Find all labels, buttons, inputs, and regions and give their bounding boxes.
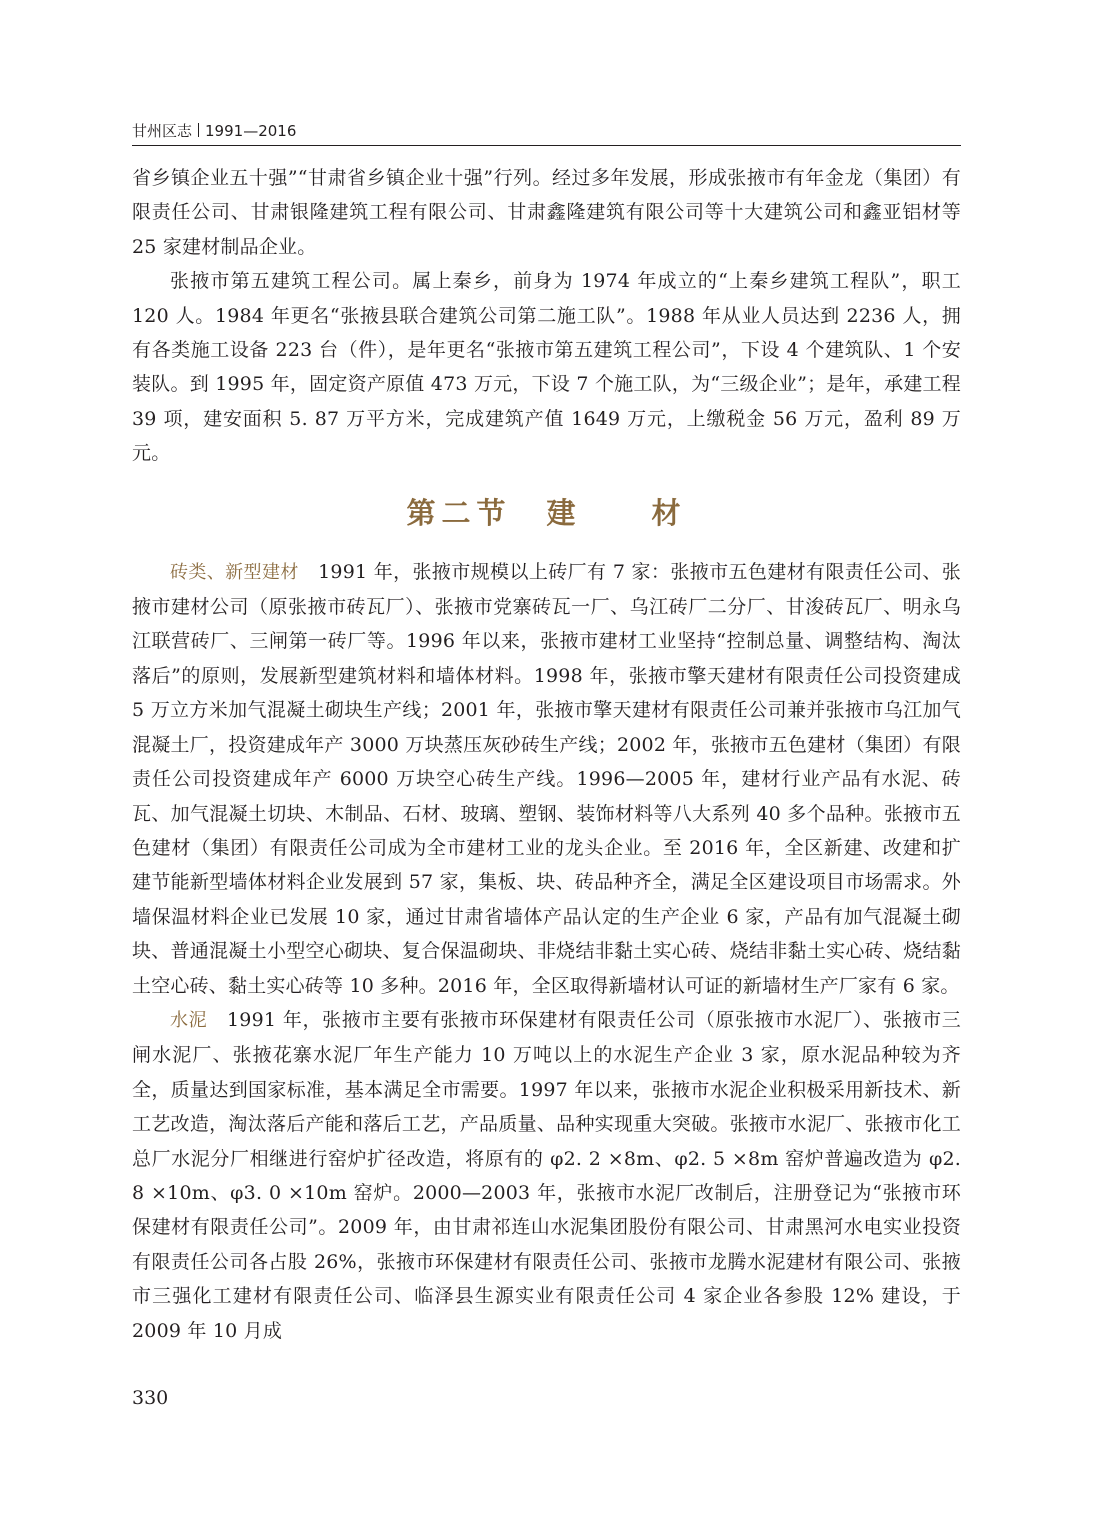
page-body <box>132 161 961 1348</box>
intro-paragraph: 省乡镇企业五十强”“甘肃省乡镇企业十强”行列。经过多年发展，形成张掖市有年金龙（集团）有限责任公司、甘肃银隆建筑工程有限公司、甘肃鑫隆建筑有限公司等十大建筑公司和鑫亚铝材等 25 家建材制品企业。 <box>132 167 961 258</box>
bricks-text: 1991 年，张掖市规模以上砖厂有 7 家：张掖市五色建材有限责任公司、张掖市建材公司（原张掖市砖瓦厂）、张掖市党寨砖瓦一厂、乌江砖厂二分厂、甘浚砖瓦厂、明永乌江联营砖厂、三闸第一砖厂等。1996 年以来，张掖市建材工业坚持“控制总量、调整结构、淘汰落后”的原则，发展新型建筑材料和墙体材料。1998 年，张掖市擎天建材有限责任公司投资建成 5 万立方米加气混凝土砌块生产线；2001 年，张掖市擎天建材有限责任公司兼并张掖市乌江加气混凝土厂，投资建成年产 3000 万块蒸压灰砂砖生产线；2002 年，张掖市五色建材（集团）有限责任公司投资建成年产 6000 万块空心砖生产线。1996—2005 年，建材行业产品有水泥、砖瓦、加气混凝土切块、木制品、石材、玻璃、塑钢、装饰材料等八大系列 40 多个品种。张掖市五色建材（集团）有限责任公司成为全市建材工业的龙头企业。至 2016 年，全区新建、改建和扩建节能新型墙体材料企业发展到 57 家，集板、块、砖品种齐全，满足全区建设项目市场需求。外墙保温材料企业已发展 10 家，通过甘肃省墙体产品认定的生产企业 6 家，产品有加气混凝土砌块、普通混凝土小型空心砌块、复合保温砌块、非烧结非黏土实心砖、烧结非黏土实心砖、烧结黏土空心砖、黏土实心砖等 10 多种。2016 年，全区取得新墙材认可证的新墙材生产厂家有 6 家。 <box>132 560 961 997</box>
cement-lead: 水泥 <box>170 1009 208 1031</box>
header-years: 1991—2016 <box>205 122 297 140</box>
header-rule <box>132 145 961 146</box>
fifth-company-paragraph: 张掖市第五建筑工程公司。属上秦乡，前身为 1974 年成立的“上秦乡建筑工程队”，职工 120 人。1984 年更名“张掖县联合建筑公司第二施工队”。1988 年从业人员达到 2236 人，拥有各类施工设备 223 台（件），是年更名“张掖市第五建筑工程公司”，下设 4 个建筑队、1 个安装队。到 1995 年，固定资产原值 473 万元，下设 7 个施工队，为“三级企业”；是年，承建工程 39 项，建安面积 5. 87 万平方米，完成建筑产值 1649 万元，上缴税金 56 万元，盈利 89 万元。 <box>132 270 961 465</box>
header-book-title: 甘州区志 <box>132 122 193 140</box>
header-separator <box>198 123 199 137</box>
cement-text: 1991 年，张掖市主要有张掖市环保建材有限责任公司（原张掖市水泥厂）、张掖市三闸水泥厂、张掖花寨水泥厂年生产能力 10 万吨以上的水泥生产企业 3 家，原水泥品种较为齐全，质量达到国家标准，基本满足全市需要。1997 年以来，张掖市水泥企业积极采用新技术、新工艺改造，淘汰落后产能和落后工艺，产品质量、品种实现重大突破。张掖市水泥厂、张掖市化工总厂水泥分厂相继进行窑炉扩径改造，将原有的 φ2. 2 ×8m、φ2. 5 ×8m 窑炉普遍改造为 φ2. 8 ×10m、φ3. 0 ×10m 窑炉。2000—2003 年，张掖市水泥厂改制后，注册登记为“张掖市环保建材有限责任公司”。2009 年，由甘肃祁连山水泥集团股份有限公司、甘肃黑河水电实业投资有限责任公司各占股 26%，张掖市环保建材有限责任公司、张掖市龙腾水泥建材有限公司、张掖市三强化工建材有限责任公司、临泽县生源实业有限责任公司 4 家企业各参股 12% 建设，于 2009 年 10 月成 <box>132 1008 961 1342</box>
running-header <box>132 120 961 144</box>
page-number: 330 <box>132 1387 169 1409</box>
bricks-paragraph <box>132 555 961 1003</box>
section-title: 第二节 建 材 <box>406 495 687 530</box>
bricks-lead: 砖类、新型建材 <box>170 561 299 583</box>
cement-paragraph <box>132 1003 961 1348</box>
